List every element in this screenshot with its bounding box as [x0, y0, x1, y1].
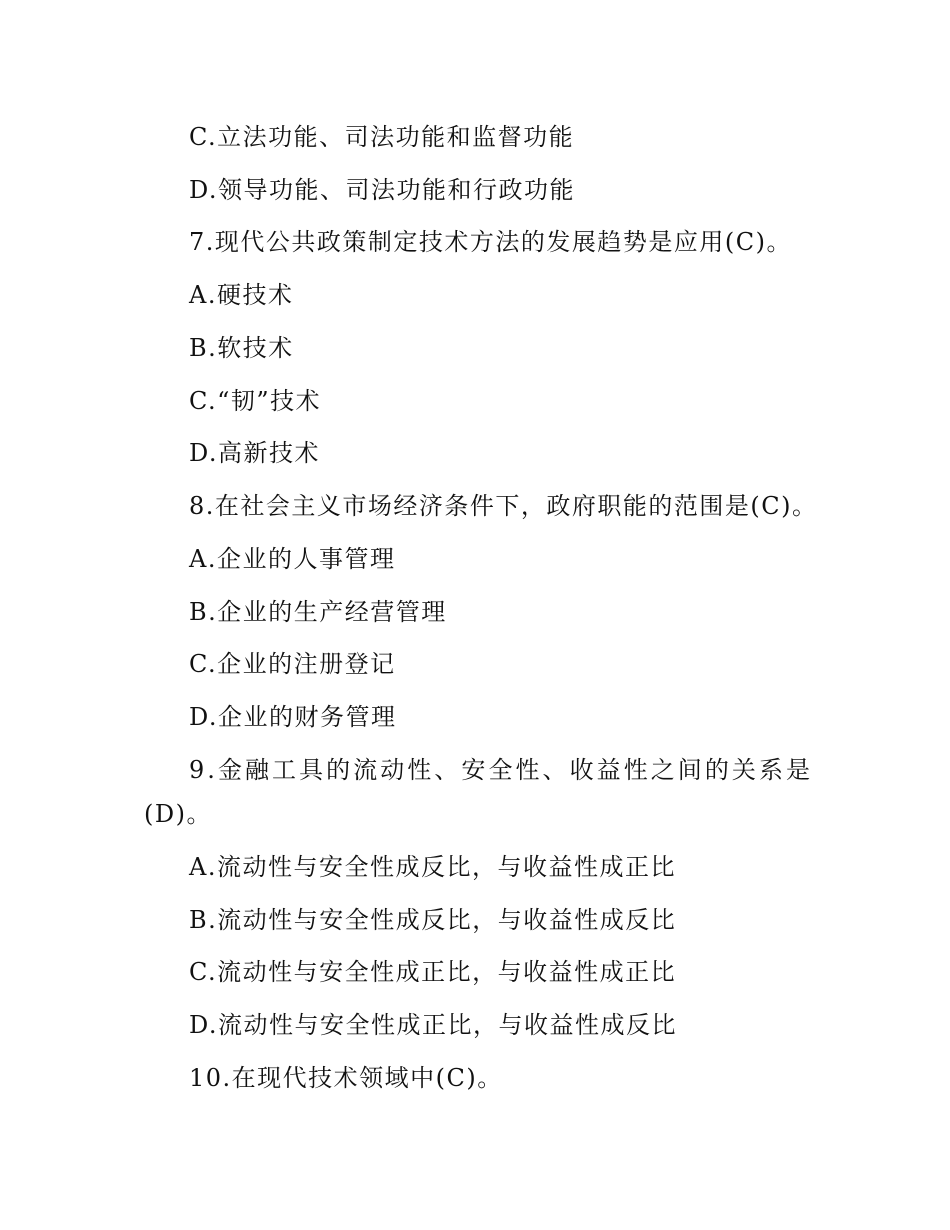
question-10: 10.在现代技术领域中(C)。: [189, 1064, 503, 1092]
question-8: 8.在社会主义市场经济条件下，政府职能的范围是(C)。: [189, 492, 818, 520]
q7-option-b: B.软技术: [189, 334, 294, 362]
q9-option-b: B.流动性与安全性成反比，与收益性成反比: [189, 906, 677, 934]
q6-option-d: D.领导功能、司法功能和行政功能: [189, 176, 576, 204]
question-9-continuation: (D)。: [144, 800, 212, 828]
q9-option-d: D.流动性与安全性成正比，与收益性成反比: [189, 1011, 678, 1039]
q8-option-a: A.企业的人事管理: [189, 545, 396, 573]
q8-option-b: B.企业的生产经营管理: [189, 598, 447, 626]
q9-option-c: C.流动性与安全性成正比，与收益性成正比: [189, 958, 677, 986]
q6-option-c: C.立法功能、司法功能和监督功能: [189, 123, 575, 151]
question-9: 9.金融工具的流动性、安全性、收益性之间的关系是: [189, 756, 813, 784]
q8-option-c: C.企业的注册登记: [189, 650, 396, 678]
q9-option-a: A.流动性与安全性成反比，与收益性成正比: [189, 853, 676, 881]
q7-option-c: C.“韧”技术: [189, 387, 322, 415]
q8-option-d: D.企业的财务管理: [189, 703, 397, 731]
question-7: 7.现代公共政策制定技术方法的发展趋势是应用(C)。: [189, 228, 792, 256]
q7-option-d: D.高新技术: [189, 439, 321, 467]
q7-option-a: A.硬技术: [189, 281, 294, 309]
